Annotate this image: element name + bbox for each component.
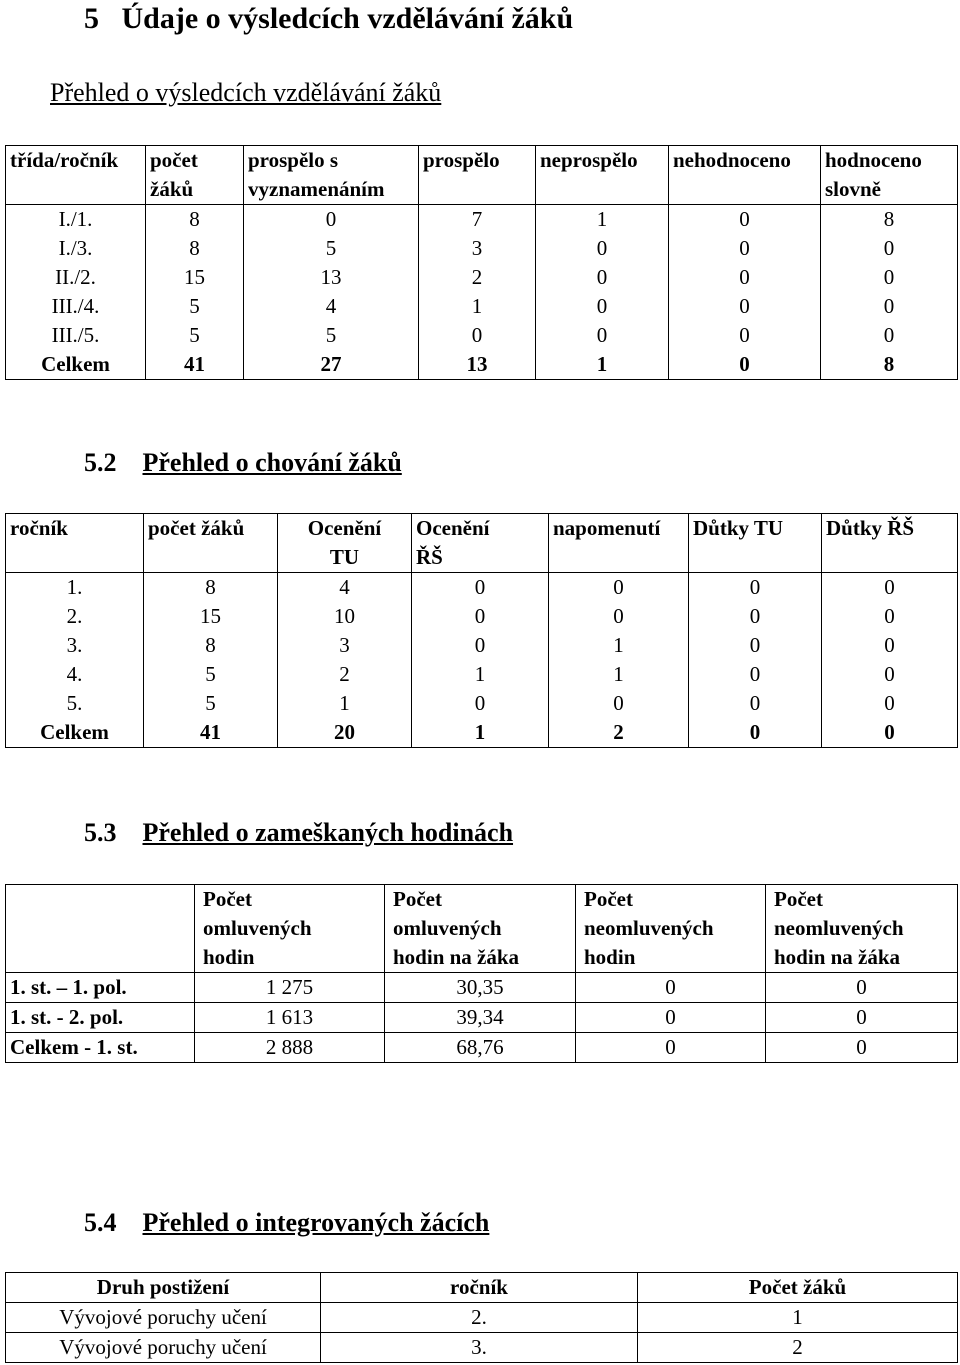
table-cell: Vývojové poruchy učení	[6, 1303, 321, 1333]
header-line: ŘŠ	[416, 545, 443, 569]
table-row	[6, 1333, 958, 1363]
header-line	[540, 175, 664, 204]
table-cell: 0	[412, 602, 549, 631]
table-cell: 0	[412, 573, 549, 603]
table-cell: 0	[822, 718, 958, 748]
table-cell: 0	[822, 660, 958, 689]
table-cell: 3.	[321, 1333, 638, 1363]
table-row	[6, 1033, 958, 1063]
table-row	[6, 263, 958, 292]
results-table	[5, 145, 958, 380]
header-line: omluvených	[393, 916, 502, 940]
table-cell: 0	[669, 234, 821, 263]
header-line: Důtky TU	[693, 516, 784, 540]
table-cell: Celkem - 1. st.	[6, 1033, 195, 1063]
table-cell: 0	[669, 350, 821, 380]
table-row	[6, 602, 958, 631]
header-cell	[576, 885, 766, 973]
header-line: hodin na žáka	[393, 945, 520, 969]
integrated-pupils-table	[5, 1272, 958, 1363]
table-cell: II./2.	[6, 263, 146, 292]
table-cell: 5	[244, 321, 419, 350]
table-cell: 8	[821, 205, 958, 235]
table-row	[6, 573, 958, 603]
table-cell: 0	[821, 292, 958, 321]
header-cell: Druh postižení	[6, 1273, 321, 1303]
header-cell	[549, 514, 689, 573]
table-cell: 8	[144, 573, 278, 603]
section-5-number: 5	[84, 2, 99, 35]
table-cell: Celkem	[6, 718, 144, 748]
section-5-3-number: 5.3	[84, 818, 117, 847]
header-line: počet	[150, 148, 198, 172]
table-cell: 0	[549, 602, 689, 631]
table-cell: III./4.	[6, 292, 146, 321]
table-cell: I./3.	[6, 234, 146, 263]
header-cell	[244, 146, 419, 205]
section-5-heading	[84, 2, 573, 36]
section-5-3-heading	[84, 818, 513, 848]
header-line: třída/ročník	[10, 148, 119, 172]
header-line: Počet	[584, 887, 633, 911]
header-cell: ročník	[321, 1273, 638, 1303]
section-5-2-number: 5.2	[84, 448, 117, 477]
header-line	[673, 175, 816, 204]
table-row	[6, 350, 958, 380]
table-cell: 0	[766, 1003, 958, 1033]
header-line: Počet	[774, 887, 823, 911]
header-line: hodin	[203, 945, 255, 969]
header-cell	[821, 146, 958, 205]
section-5-1-title: Přehled o výsledcích vzdělávání žáků	[50, 78, 442, 107]
header-cell	[536, 146, 669, 205]
table-cell: Vývojové poruchy učení	[6, 1333, 321, 1363]
table-cell: 1 275	[195, 973, 385, 1003]
table-cell: 1	[412, 718, 549, 748]
header-line	[826, 543, 953, 572]
table-cell: 0	[689, 660, 822, 689]
table-cell: 0	[689, 631, 822, 660]
table-row	[6, 631, 958, 660]
table-cell: 1. st. - 2. pol.	[6, 1003, 195, 1033]
absence-table	[5, 884, 958, 1063]
table-cell: 0	[822, 573, 958, 603]
table-row	[6, 689, 958, 718]
table-cell: 0	[549, 689, 689, 718]
table-cell: 0	[669, 292, 821, 321]
table-cell: 0	[689, 602, 822, 631]
header-line: vyznamenáním	[248, 177, 385, 201]
table-cell: 0	[822, 631, 958, 660]
table-cell: 5.	[6, 689, 144, 718]
table-cell: 39,34	[385, 1003, 576, 1033]
table-cell: 1	[549, 631, 689, 660]
table-cell: 4	[278, 573, 412, 603]
table-cell: 1	[536, 205, 669, 235]
table-cell: 1	[536, 350, 669, 380]
table-cell: 15	[144, 602, 278, 631]
header-line: hodin na žáka	[774, 945, 901, 969]
table-cell: 0	[244, 205, 419, 235]
table-cell: 68,76	[385, 1033, 576, 1063]
header-line: prospělo	[423, 148, 500, 172]
section-5-3-title: Přehled o zameškaných hodinách	[142, 818, 514, 847]
table-cell: 2	[638, 1333, 958, 1363]
table-cell: 13	[419, 350, 536, 380]
table-cell: 1	[412, 660, 549, 689]
table-cell: 27	[244, 350, 419, 380]
table-cell: 4.	[6, 660, 144, 689]
table-cell: 0	[821, 263, 958, 292]
table-cell: 1.	[6, 573, 144, 603]
table-cell: 0	[412, 631, 549, 660]
header-line: hodnoceno	[825, 148, 922, 172]
table-row	[6, 321, 958, 350]
table-cell: 8	[144, 631, 278, 660]
table-cell: 5	[146, 321, 244, 350]
header-line	[423, 175, 531, 204]
header-line	[10, 543, 139, 572]
header-line: neomluvených	[584, 916, 714, 940]
table-cell: 1	[638, 1303, 958, 1333]
table-cell: 5	[146, 292, 244, 321]
header-cell	[146, 146, 244, 205]
table-row	[6, 718, 958, 748]
table-row	[6, 1003, 958, 1033]
header-line: ročník	[10, 516, 68, 540]
table-cell: 3	[278, 631, 412, 660]
header-line: Počet	[203, 887, 252, 911]
table-cell: 0	[689, 689, 822, 718]
table-row	[6, 205, 958, 235]
table-cell: 0	[821, 321, 958, 350]
header-cell	[766, 885, 958, 973]
table-cell: III./5.	[6, 321, 146, 350]
table-cell: 5	[144, 689, 278, 718]
table-cell: 0	[669, 263, 821, 292]
table-cell: 0	[536, 321, 669, 350]
table-cell: 30,35	[385, 973, 576, 1003]
table-cell: 41	[144, 718, 278, 748]
table-cell: 0	[766, 1033, 958, 1063]
table-cell: 0	[822, 689, 958, 718]
table-cell: 13	[244, 263, 419, 292]
table-row	[6, 660, 958, 689]
table-cell: 0	[536, 234, 669, 263]
section-5-title: Údaje o výsledcích vzdělávání žáků	[121, 2, 574, 35]
section-5-2-heading	[84, 448, 402, 478]
table-cell: 1. st. – 1. pol.	[6, 973, 195, 1003]
header-cell	[669, 146, 821, 205]
table-row	[6, 292, 958, 321]
table-cell: 2	[419, 263, 536, 292]
table-cell: 2.	[321, 1303, 638, 1333]
header-line	[693, 543, 817, 572]
table-cell: 0	[669, 205, 821, 235]
table-cell: 5	[244, 234, 419, 263]
table-cell: 2	[278, 660, 412, 689]
table-cell: I./1.	[6, 205, 146, 235]
table-row	[6, 1303, 958, 1333]
table-cell: 2.	[6, 602, 144, 631]
table-cell: 8	[821, 350, 958, 380]
table-cell: 1	[549, 660, 689, 689]
header-line: TU	[329, 545, 360, 569]
header-line: počet žáků	[148, 516, 245, 540]
header-cell	[278, 514, 412, 573]
section-5-2-title: Přehled o chování žáků	[142, 448, 402, 477]
header-line: neomluvených	[774, 916, 904, 940]
header-cell	[689, 514, 822, 573]
header-line: Důtky ŘŠ	[826, 516, 915, 540]
table-cell: 8	[146, 205, 244, 235]
table-cell: 0	[689, 573, 822, 603]
behavior-table	[5, 513, 958, 748]
header-line: napomenutí	[553, 516, 661, 540]
table-cell: 0	[576, 973, 766, 1003]
table-cell: 10	[278, 602, 412, 631]
header-line: hodin	[584, 945, 636, 969]
header-line: žáků	[150, 177, 194, 201]
table-cell: 15	[146, 263, 244, 292]
table-cell: 41	[146, 350, 244, 380]
table-cell: 3.	[6, 631, 144, 660]
header-line: Ocenění	[416, 516, 490, 540]
table-cell: 1 613	[195, 1003, 385, 1033]
table-cell: 0	[822, 602, 958, 631]
table-cell: 0	[669, 321, 821, 350]
header-line	[10, 175, 141, 204]
header-cell	[6, 885, 195, 973]
header-cell	[822, 514, 958, 573]
table-row	[6, 234, 958, 263]
section-5-4-title: Přehled o integrovaných žácích	[142, 1208, 490, 1237]
header-line: Počet	[393, 887, 442, 911]
header-line: slovně	[825, 177, 882, 201]
table-cell: 0	[576, 1033, 766, 1063]
table-cell: 0	[419, 321, 536, 350]
header-cell	[6, 514, 144, 573]
header-cell	[144, 514, 278, 573]
header-line: Ocenění	[307, 516, 382, 540]
header-cell	[385, 885, 576, 973]
header-line: prospělo s	[248, 148, 339, 172]
table-cell: 5	[144, 660, 278, 689]
table-cell: 0	[689, 718, 822, 748]
header-cell	[412, 514, 549, 573]
header-line: omluvených	[203, 916, 312, 940]
header-cell	[6, 146, 146, 205]
table-cell: Celkem	[6, 350, 146, 380]
header-cell	[419, 146, 536, 205]
table-cell: 7	[419, 205, 536, 235]
table-cell: 0	[536, 263, 669, 292]
table-cell: 1	[419, 292, 536, 321]
table-cell: 1	[278, 689, 412, 718]
table-cell: 0	[549, 573, 689, 603]
header-line: neprospělo	[540, 148, 638, 172]
table-cell: 0	[766, 973, 958, 1003]
header-cell	[195, 885, 385, 973]
table-cell: 20	[278, 718, 412, 748]
table-cell: 8	[146, 234, 244, 263]
table-cell: 0	[576, 1003, 766, 1033]
section-5-4-heading	[84, 1208, 489, 1238]
table-cell: 3	[419, 234, 536, 263]
table-row	[6, 973, 958, 1003]
section-5-4-number: 5.4	[84, 1208, 117, 1237]
header-line: nehodnoceno	[673, 148, 791, 172]
table-cell: 4	[244, 292, 419, 321]
table-cell: 0	[821, 234, 958, 263]
table-cell: 2 888	[195, 1033, 385, 1063]
header-line	[148, 543, 273, 572]
header-line	[553, 543, 684, 572]
table-cell: 0	[536, 292, 669, 321]
header-cell: Počet žáků	[638, 1273, 958, 1303]
table-cell: 0	[412, 689, 549, 718]
table-cell: 2	[549, 718, 689, 748]
